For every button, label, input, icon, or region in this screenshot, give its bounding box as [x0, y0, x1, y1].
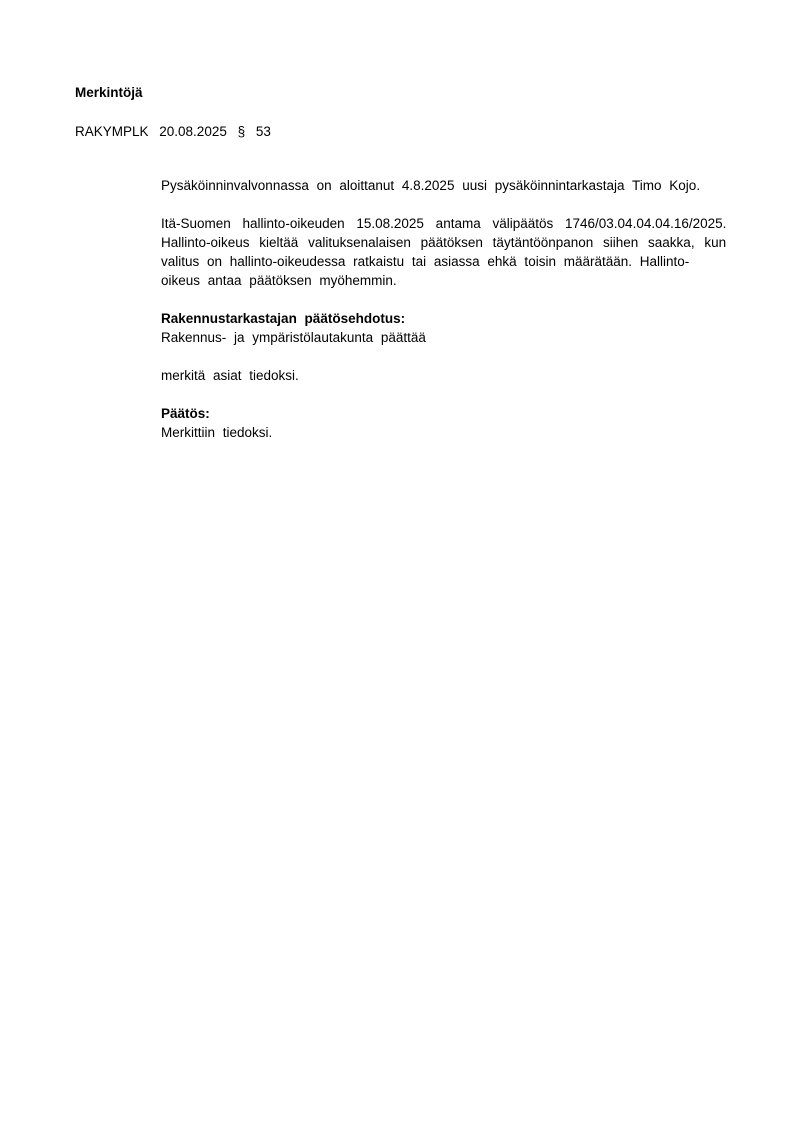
blank-line [161, 290, 739, 309]
paragraph-line: Hallinto-oikeus kieltää valituksenalaisen päätöksen täytäntöönpanon siihen saakka, kun [161, 235, 727, 250]
section-heading: Merkintöjä [75, 85, 143, 100]
proposal-resolution: merkitä asiat tiedoksi. [161, 368, 299, 383]
document-body [161, 176, 739, 442]
paragraph-line: Pysäköinninvalvonnassa on aloittanut 4.8.2025 uusi pysäköinnintarkastaja Timo Kojo. [161, 178, 701, 193]
case-reference: RAKYMPLK 20.08.2025 § 53 [75, 124, 271, 139]
paragraph-line: valitus on hallinto-oikeudessa ratkaistu tai asiassa ehkä toisin määrätään. Hallinto- [161, 254, 690, 269]
paragraph-line: oikeus antaa päätöksen myöhemmin. [161, 273, 397, 288]
paragraph-line: Itä-Suomen hallinto-oikeuden 15.08.2025 antama välipäätös 1746/03.04.04.04.16/2025. [161, 216, 727, 231]
proposal-heading: Rakennustarkastajan päätösehdotus: [161, 311, 406, 326]
blank-line [161, 347, 739, 366]
decision-heading: Päätös: [161, 406, 210, 421]
blank-line [161, 385, 739, 404]
blank-line [161, 195, 739, 214]
decision-text: Merkittiin tiedoksi. [161, 425, 273, 440]
proposal-text: Rakennus- ja ympäristölautakunta päättää [161, 330, 426, 345]
